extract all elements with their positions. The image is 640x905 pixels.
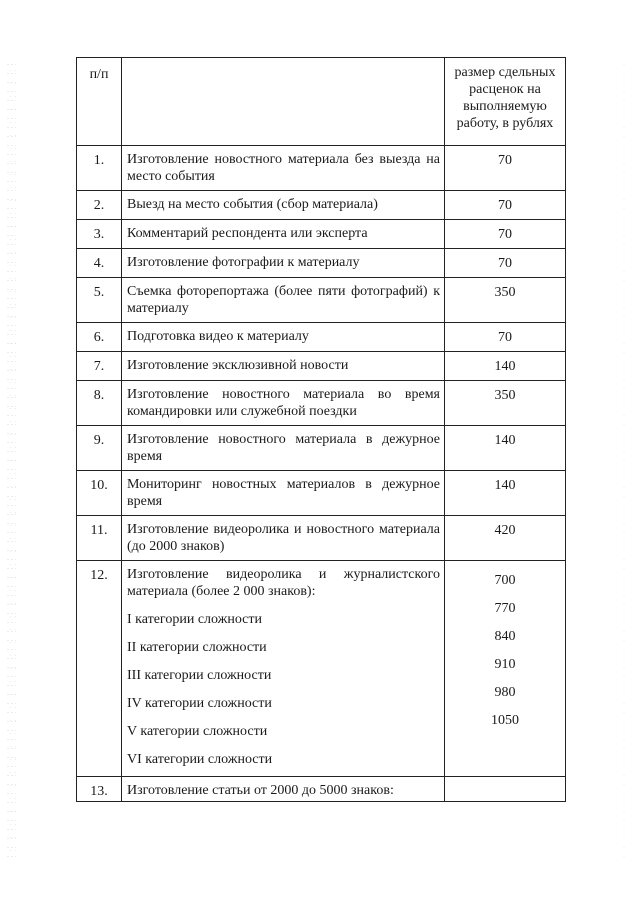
- category-heading: Изготовление видеоролика и журналистского материала (более 2 000 знаков):: [127, 567, 440, 599]
- category-rate: 770: [494, 601, 516, 616]
- row-description: Изготовление статьи от 2000 до 5000 знаков:: [122, 777, 445, 802]
- row-number: 10.: [77, 471, 122, 516]
- row-rate: 350: [445, 381, 566, 426]
- table-row: [77, 352, 566, 381]
- row-number: 12.: [77, 561, 122, 777]
- category-rate: 840: [494, 629, 516, 644]
- row-number: 2.: [77, 191, 122, 220]
- category-label: VI категории сложности: [127, 752, 273, 767]
- table-row: [77, 381, 566, 426]
- category-rates: [445, 561, 566, 777]
- row-description: Мониторинг новостных материалов в дежурное время: [122, 471, 445, 516]
- table-row: [77, 471, 566, 516]
- row-description: Изготовление новостного материала в дежурное время: [122, 426, 445, 471]
- row-number: 1.: [77, 146, 122, 191]
- table-row: [77, 516, 566, 561]
- row-number: 8.: [77, 381, 122, 426]
- row-rate: 140: [445, 426, 566, 471]
- row-rate: 70: [445, 146, 566, 191]
- table-row-categories: [77, 561, 566, 777]
- header-num: п/п: [77, 58, 122, 146]
- table-row: [77, 191, 566, 220]
- category-label: V категории сложности: [127, 724, 268, 739]
- row-number: 13.: [77, 777, 122, 802]
- category-rate: 1050: [491, 713, 519, 728]
- row-rate: 70: [445, 220, 566, 249]
- table-row: [77, 146, 566, 191]
- row-number: 6.: [77, 323, 122, 352]
- row-description: Выезд на место события (сбор материала): [122, 191, 445, 220]
- row-description: Подготовка видео к материалу: [122, 323, 445, 352]
- row-rate: 70: [445, 191, 566, 220]
- row-number: 5.: [77, 278, 122, 323]
- category-label: II категории сложности: [127, 640, 267, 655]
- row-number: 7.: [77, 352, 122, 381]
- category-label: IV категории сложности: [127, 696, 272, 711]
- rates-table: [76, 57, 566, 802]
- row-description: Комментарий респондента или эксперта: [122, 220, 445, 249]
- category-label: I категории сложности: [127, 612, 263, 627]
- row-description: Изготовление новостного материала во время командировки или служебной поездки: [122, 381, 445, 426]
- row-description: Изготовление эксклюзивной новости: [122, 352, 445, 381]
- row-number: 3.: [77, 220, 122, 249]
- table-row: [77, 220, 566, 249]
- row-rate: 140: [445, 352, 566, 381]
- scan-edge-noise: [6, 60, 16, 860]
- table-row: [77, 777, 566, 802]
- row-description: Изготовление видеоролика и новостного материала (до 2000 знаков): [122, 516, 445, 561]
- row-rate: [445, 777, 566, 802]
- row-description: [122, 561, 445, 777]
- row-description: Изготовление фотографии к материалу: [122, 249, 445, 278]
- row-rate: 70: [445, 249, 566, 278]
- table-row: [77, 323, 566, 352]
- row-rate: 350: [445, 278, 566, 323]
- table-row: [77, 278, 566, 323]
- category-rate: 980: [494, 685, 516, 700]
- row-description: Изготовление новостного материала без выезда на место события: [122, 146, 445, 191]
- category-label: III категории сложности: [127, 668, 272, 683]
- header-rate: размер сдельных расценок на выполняемую работу, в рублях: [445, 58, 566, 146]
- row-number: 9.: [77, 426, 122, 471]
- header-name: [122, 58, 445, 146]
- row-number: 4.: [77, 249, 122, 278]
- row-rate: 420: [445, 516, 566, 561]
- row-rate: 70: [445, 323, 566, 352]
- table-row: [77, 249, 566, 278]
- category-rate: 910: [494, 657, 516, 672]
- category-rate: 700: [494, 573, 516, 588]
- row-number: 11.: [77, 516, 122, 561]
- row-description: Съемка фоторепортажа (более пяти фотографий) к материалу: [122, 278, 445, 323]
- table-row: [77, 426, 566, 471]
- table-header-row: [77, 58, 566, 146]
- row-rate: 140: [445, 471, 566, 516]
- scan-edge-noise-right: [622, 60, 626, 860]
